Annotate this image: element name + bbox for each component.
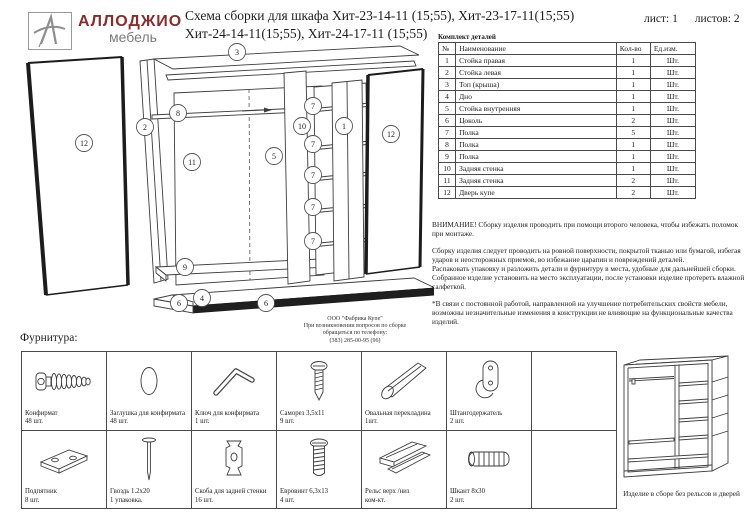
table-row: 11 Задняя стенка 2 Шт. [439, 175, 696, 187]
svg-text:6: 6 [264, 299, 268, 308]
hardware-cell-empty-1 [532, 352, 616, 430]
callout-7c [305, 167, 322, 184]
right-door-panel [366, 69, 423, 274]
exploded-assembly-diagram [14, 41, 434, 349]
note-paragraph-2: Распаковать упаковку и разложить детали и фурнитуру в места, удобные для дальнейшей сборки. [432, 264, 736, 274]
callout-6-left [171, 295, 188, 312]
callout-7d [305, 199, 322, 216]
svg-text:4: 4 [200, 294, 204, 303]
svg-text:11: 11 [188, 158, 196, 167]
hardware-cell-hexkey [192, 352, 276, 430]
left-door-panel [28, 57, 128, 295]
hardware-item-label: Саморез 3,5х11 [280, 409, 325, 417]
hardware-item-qty: 1 шт. [195, 418, 210, 426]
hardware-cell-screw [277, 352, 361, 430]
svg-text:8: 8 [176, 109, 180, 118]
callout-9 [177, 259, 194, 276]
parts-table-caption: Комплект деталей [438, 33, 496, 41]
hardware-item-qty: 48 шт. [25, 418, 43, 426]
col-header-name: Наименование [456, 43, 617, 55]
callout-2 [137, 119, 154, 136]
hardware-item-label: Гвоздь 1.2х20 [110, 488, 150, 496]
hardware-item-qty: 8 шт. [25, 496, 40, 504]
factory-phone: (383) 285-00-95 (96) [329, 337, 381, 344]
left-side-panel [140, 59, 168, 283]
callout-12-left [76, 135, 93, 152]
callout-4 [194, 290, 211, 307]
hardware-item-label: Шкант 8х30 [450, 488, 485, 496]
hardware-item-qty: 4 шт. [280, 496, 295, 504]
svg-text:7: 7 [311, 140, 315, 149]
table-row: 1 Стойка правая 1 Шт. [439, 55, 696, 67]
hardware-cell-empty-2 [532, 431, 616, 509]
back-panel-bracket-icon [192, 431, 276, 489]
callout-10 [294, 118, 311, 135]
hardware-item-qty: 2 шт. [450, 418, 465, 426]
callout-7e [305, 233, 322, 250]
hardware-item-qty: 16 шт. [195, 496, 213, 504]
hardware-cell-ovalrail [362, 352, 446, 430]
hardware-item-qty: ком-кт. [365, 496, 386, 504]
rail-holder-icon [447, 352, 531, 410]
hardware-cell-rail [362, 431, 446, 509]
factory-note-line2: При возникновении вопросов по сборке [303, 323, 407, 330]
callout-6-right [258, 295, 275, 312]
confirmat-cap-icon [107, 352, 191, 410]
svg-text:9: 9 [183, 263, 187, 272]
oval-rail-icon [362, 352, 446, 410]
hardware-section-title: Фурнитура: [20, 332, 78, 344]
svg-text:7: 7 [311, 102, 315, 111]
table-row: 12 Дверь купе 2 Шт. [439, 187, 696, 199]
table-row: 3 Топ (крыша) 1 Шт. [439, 79, 696, 91]
hardware-cell-euroscrew [277, 431, 361, 509]
callout-1 [336, 118, 353, 135]
factory-contact-note [278, 316, 432, 345]
brand-name: АЛЛОДЖИО [78, 13, 183, 30]
assembled-product-view [617, 351, 746, 509]
sheet-info [630, 13, 740, 25]
hardware-cell-bracket [192, 431, 276, 509]
note-paragraph-3: Собранное изделие установить на место эксплуатации, после установки изделие протереть влажной салфеткой. [432, 273, 745, 292]
assembled-wardrobe-drawing [617, 351, 746, 487]
col-header-num: № [439, 43, 456, 55]
parts-table-header-row [439, 43, 696, 55]
note-footnote: *В связи с постоянной работой, направленной на улучшение потребительских свойств мебели, возможны незначительные изменения в конструкции не влияющие на функциональные качества изделий. [432, 299, 733, 327]
hardware-item-qty: 9 шт. [280, 418, 295, 426]
dowel-icon [447, 431, 531, 489]
hardware-cell-nail [107, 431, 191, 509]
svg-text:7: 7 [311, 237, 315, 246]
brand-subtitle: мебель [109, 29, 157, 45]
callout-7a [305, 98, 322, 115]
foot-plate-icon [22, 431, 106, 489]
title-line-1: Схема сборки для шкафа Хит-23-14-11 (15;55), Хит-23-17-11(15;55) [185, 8, 575, 23]
col-header-qty: Кол-во [616, 43, 650, 55]
right-side-panel [332, 80, 364, 281]
callout-11 [184, 154, 201, 171]
hardware-item-qty: 1шт. [365, 418, 378, 426]
hardware-item-label: Овальная перекладина [365, 409, 431, 417]
nail-icon [107, 431, 191, 489]
svg-text:7: 7 [311, 203, 315, 212]
hardware-item-qty: 1 упаковка. [110, 496, 143, 504]
hardware-item-qty: 48 шт. [110, 418, 128, 426]
note-paragraph-1: Сборку изделия следует проводить на ровной поверхности, покрытой тканью или бумагой, избегая ударов и неосторожных приемов, во избежание царапин и повреждений деталей. [432, 246, 741, 265]
table-row: 4 Дно 1 Шт. [439, 91, 696, 103]
hardware-grid [21, 351, 617, 509]
callout-8 [170, 105, 187, 122]
hardware-item-label: Штангодержатель [450, 409, 503, 417]
hex-key-icon [192, 352, 276, 410]
hardware-item-label: Ключ для конфирмата [195, 409, 260, 417]
table-row: 6 Цоколь 2 Шт. [439, 115, 696, 127]
factory-name: ООО "Фабрика Купе" [327, 316, 383, 322]
svg-text:5: 5 [272, 152, 276, 161]
hardware-item-label: Евровинт 6,3х13 [280, 488, 329, 496]
warning-text: ВНИМАНИЕ! Сборку изделия проводить при помощи второго человека, чтобы избежать поломок при монтаже. [432, 220, 739, 239]
hardware-item-label: Конфирмат [25, 409, 58, 417]
callout-12-right [383, 126, 400, 143]
svg-text:6: 6 [177, 299, 181, 308]
hardware-item-label: Рельс верх /низ [365, 488, 410, 496]
svg-text:12: 12 [80, 139, 88, 148]
table-row: 10 Задняя стенка 1 Шт. [439, 163, 696, 175]
confirmat-screw-icon [22, 352, 106, 410]
callout-3 [229, 44, 246, 61]
euro-screw-icon [277, 431, 361, 489]
sheets-total: листов: 2 [694, 13, 740, 25]
assembly-notes [432, 220, 745, 326]
hardware-cell-dowel [447, 431, 531, 509]
page-title [185, 7, 574, 43]
col-header-unit: Ед.изм. [650, 43, 695, 55]
callout-7b [305, 136, 322, 153]
parts-table [438, 42, 696, 199]
hardware-item-label: Скоба для задней стенки [195, 488, 267, 496]
callout-5 [266, 148, 283, 165]
svg-text:10: 10 [298, 122, 306, 131]
svg-text:3: 3 [235, 48, 239, 57]
sliding-rail-icon [362, 431, 446, 489]
hardware-item-label: Заглушка для конфирмата [110, 409, 185, 417]
table-row: 7 Полка 5 Шт. [439, 127, 696, 139]
svg-text:7: 7 [311, 171, 315, 180]
factory-note-line3: обращаться по телефону: [322, 330, 388, 337]
table-row: 9 Полка 1 Шт. [439, 151, 696, 163]
title-line-2: Хит-24-14-11(15;55), Хит-24-17-11 (15;55) [185, 26, 428, 41]
hardware-cell-cap [107, 352, 191, 430]
sheet-number: лист: 1 [644, 13, 678, 25]
hardware-cell-confirmat [22, 352, 106, 430]
table-row: 8 Полка 1 Шт. [439, 139, 696, 151]
svg-text:2: 2 [143, 123, 147, 132]
table-row: 5 Стойка внутренняя 1 Шт. [439, 103, 696, 115]
svg-text:12: 12 [387, 130, 395, 139]
assembled-caption: Изделие в сборе без рельсов и дверей [623, 489, 740, 498]
hardware-cell-railholder [447, 352, 531, 430]
hardware-cell-footplate [22, 431, 106, 509]
hardware-item-label: Подпятник [25, 488, 57, 496]
hardware-item-qty: 2 шт. [450, 496, 465, 504]
screw-icon [277, 352, 361, 410]
svg-text:1: 1 [342, 122, 346, 131]
table-row: 2 Стойка левая 1 Шт. [439, 67, 696, 79]
